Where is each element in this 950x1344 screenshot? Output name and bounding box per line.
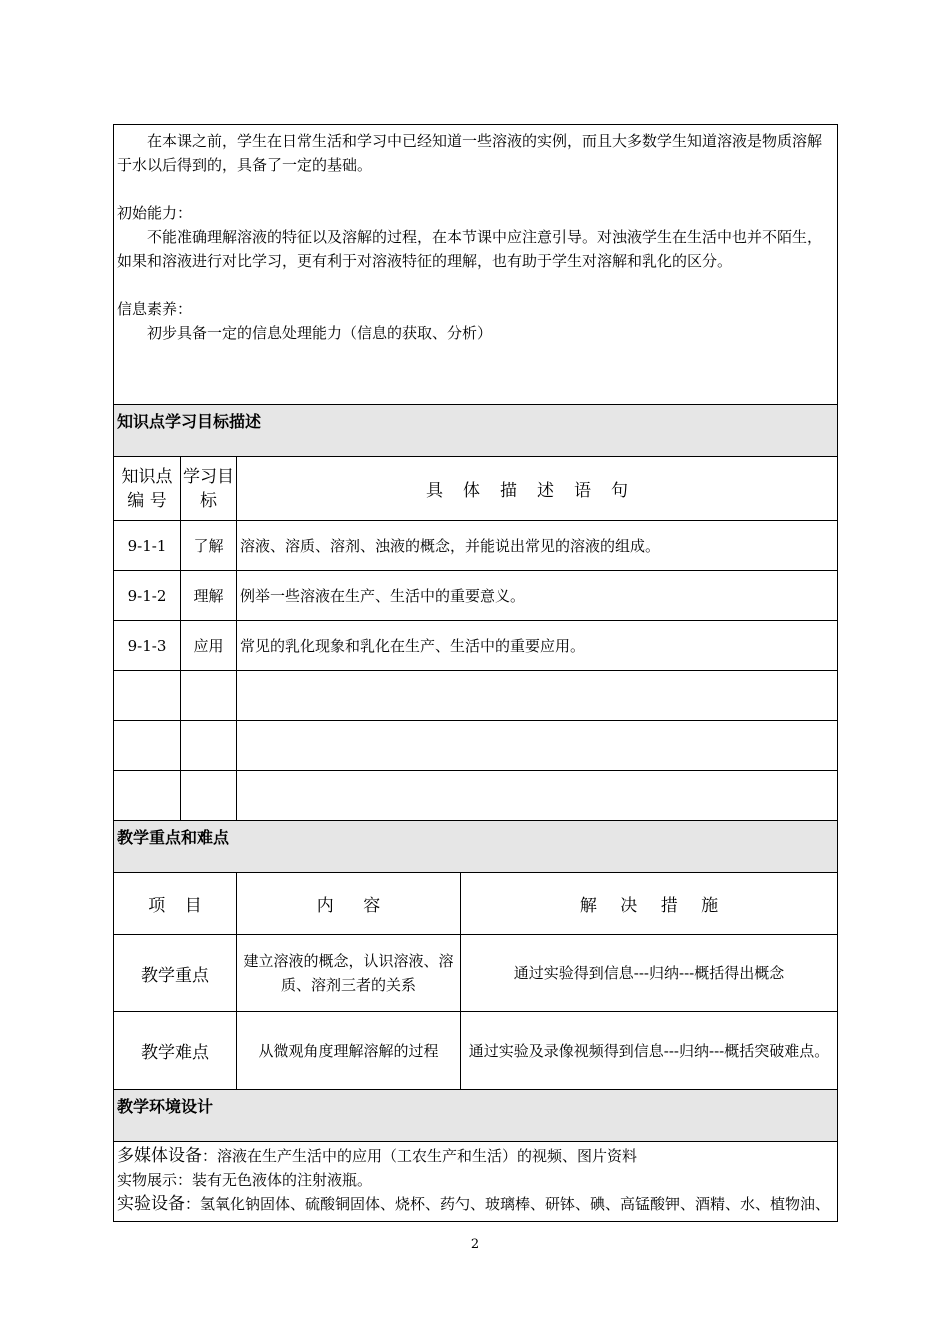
header-code: 知识点编 号 — [114, 457, 181, 521]
objective-level: 理解 — [181, 571, 237, 621]
key-point-row — [114, 1012, 838, 1090]
student-analysis-cell — [114, 125, 838, 405]
key-point-item: 教学重点 — [114, 935, 237, 1012]
physical-display-line: 实物展示：装有无色液体的注射液瓶。 — [117, 1171, 373, 1189]
empty-objective-row — [114, 771, 838, 821]
header-measures: 解 决 措 施 — [461, 873, 838, 935]
key-point-content: 从微观角度理解溶解的过程 — [237, 1012, 461, 1090]
key-point-row — [114, 935, 838, 1012]
objectives-section-title: 知识点学习目标描述 — [114, 405, 838, 457]
initial-ability-text: 不能准确理解溶液的特征以及溶解的过程，在本节课中应注意引导。对浊液学生在生活中也并不陌生，如果和溶液进行对比学习，更有利于对溶液特征的理解，也有助于学生对溶解和乳化的区分。 — [117, 228, 823, 270]
info-literacy-label: 信息素养： — [117, 300, 193, 318]
environment-section-title: 教学环境设计 — [114, 1090, 838, 1142]
header-item: 项 目 — [114, 873, 237, 935]
objective-description: 例举一些溶液在生产、生活中的重要意义。 — [237, 571, 838, 621]
key-point-item: 教学难点 — [114, 1012, 237, 1090]
key-point-content: 建立溶液的概念，认识溶液、溶质、溶剂三者的关系 — [237, 935, 461, 1012]
objective-row — [114, 621, 838, 671]
key-point-measures: 通过实验及录像视频得到信息---归纳---概括突破难点。 — [461, 1012, 838, 1090]
lab-equipment-line — [117, 1192, 834, 1216]
lab-label: 实验设备 — [117, 1194, 185, 1214]
page-number: 2 — [470, 1237, 480, 1252]
multimedia-line — [117, 1144, 834, 1168]
multimedia-label: 多媒体设备 — [117, 1146, 202, 1166]
key-point-measures: 通过实验得到信息---归纳---概括得出概念 — [461, 935, 838, 1012]
empty-objective-row — [114, 671, 838, 721]
header-level: 学习目标 — [181, 457, 237, 521]
objective-code: 9-1-2 — [114, 571, 181, 621]
empty-objective-row — [114, 721, 838, 771]
key-points-section-title: 教学重点和难点 — [114, 821, 838, 873]
multimedia-text: ：溶液在生产生活中的应用（工农生产和生活）的视频、图片资料 — [202, 1147, 638, 1165]
objective-level: 了解 — [181, 521, 237, 571]
lab-text: ：氢氧化钠固体、硫酸铜固体、烧杯、药勺、玻璃棒、研钵、碘、高锰酸钾、酒精、水、植物油、 — [185, 1195, 831, 1213]
header-content: 内 容 — [237, 873, 461, 935]
header-description: 具体描述语句 — [237, 457, 838, 521]
initial-ability-label: 初始能力： — [117, 204, 193, 222]
objective-description: 溶液、溶质、溶剂、浊液的概念，并能说出常见的溶液的组成。 — [237, 521, 838, 571]
objective-code: 9-1-3 — [114, 621, 181, 671]
objective-level: 应用 — [181, 621, 237, 671]
info-literacy-text: 初步具备一定的信息处理能力（信息的获取、分析） — [147, 324, 493, 342]
lesson-plan-table — [113, 124, 838, 1222]
objective-code: 9-1-1 — [114, 521, 181, 571]
objective-row — [114, 521, 838, 571]
objective-description: 常见的乳化现象和乳化在生产、生活中的重要应用。 — [237, 621, 838, 671]
objective-row — [114, 571, 838, 621]
environment-cell — [114, 1142, 838, 1222]
prior-knowledge-paragraph: 在本课之前，学生在日常生活和学习中已经知道一些溶液的实例，而且大多数学生知道溶液是物质溶解于水以后得到的，具备了一定的基础。 — [117, 132, 823, 174]
